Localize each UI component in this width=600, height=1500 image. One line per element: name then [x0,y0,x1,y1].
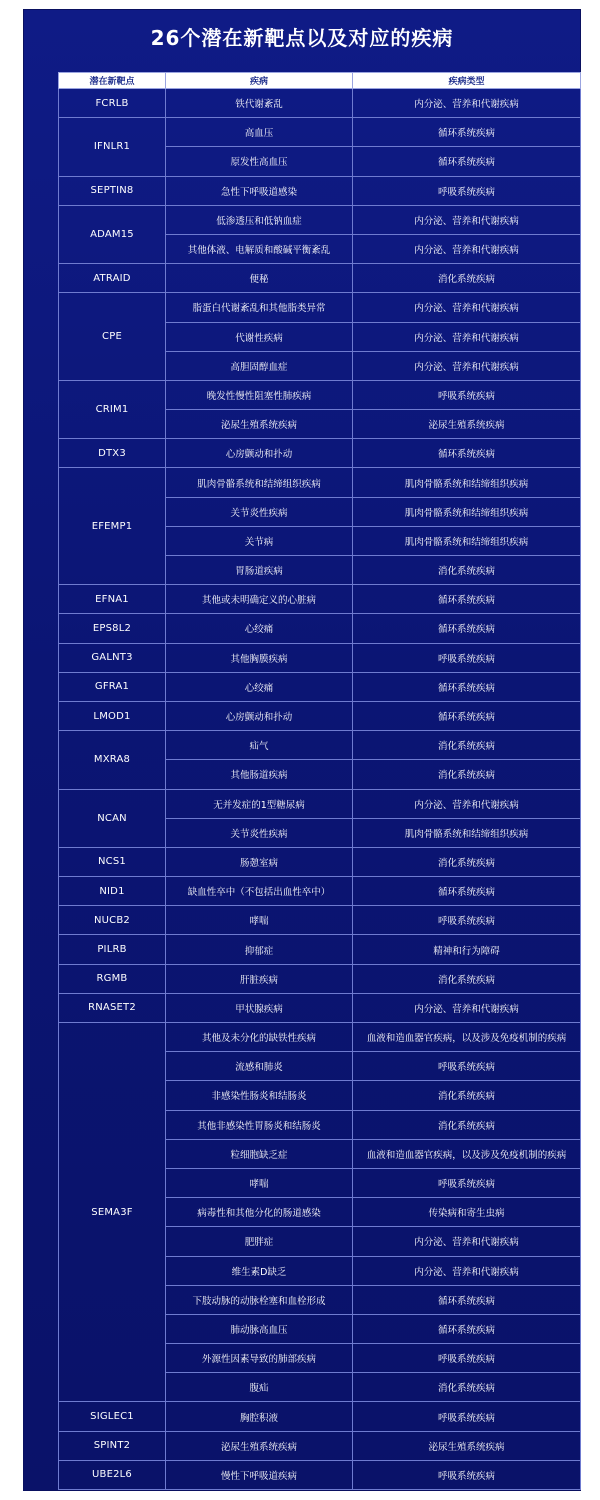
header-target: 潜在新靶点 [59,73,166,89]
disease-cell: 胸腔积液 [166,1402,353,1431]
table-row [59,1431,581,1460]
target-cell: FCRLB [59,89,166,118]
disease-cell: 其他胸膜疾病 [166,643,353,672]
disease-cell: 肌肉骨骼系统和结缔组织疾病 [166,468,353,497]
table-row [59,964,581,993]
target-cell: PILRB [59,935,166,964]
header-disease: 疾病 [166,73,353,89]
disease-type-cell: 循环系统疾病 [353,614,581,643]
table-row [59,205,581,234]
target-cell: SEPTIN8 [59,176,166,205]
disease-type-cell: 循环系统疾病 [353,147,581,176]
table-row [59,701,581,730]
header-disease-type: 疾病类型 [353,73,581,89]
table-row [59,993,581,1022]
target-cell: EPS8L2 [59,614,166,643]
disease-cell: 甲状腺疾病 [166,993,353,1022]
target-cell: NCS1 [59,847,166,876]
target-cell: CPE [59,293,166,381]
disease-type-cell: 内分泌、营养和代谢疾病 [353,205,581,234]
disease-type-cell: 消化系统疾病 [353,556,581,585]
table-row [59,468,581,497]
disease-type-cell: 呼吸系统疾病 [353,643,581,672]
disease-type-cell: 消化系统疾病 [353,1373,581,1402]
disease-type-cell: 内分泌、营养和代谢疾病 [353,1256,581,1285]
disease-cell: 非感染性肠炎和结肠炎 [166,1081,353,1110]
table-row [59,847,581,876]
disease-cell: 腹疝 [166,1373,353,1402]
disease-type-cell: 肌肉骨骼系统和结缔组织疾病 [353,497,581,526]
target-disease-table [58,72,581,1490]
disease-type-cell: 循环系统疾病 [353,1285,581,1314]
target-cell: NID1 [59,877,166,906]
disease-cell: 高胆固醇血症 [166,351,353,380]
target-cell: IFNLR1 [59,118,166,176]
disease-type-cell: 肌肉骨骼系统和结缔组织疾病 [353,526,581,555]
disease-cell: 低渗透压和低钠血症 [166,205,353,234]
table-row [59,789,581,818]
disease-cell: 原发性高血压 [166,147,353,176]
target-cell: NUCB2 [59,906,166,935]
target-cell: MXRA8 [59,731,166,789]
disease-cell: 关节炎性疾病 [166,818,353,847]
disease-cell: 代谢性疾病 [166,322,353,351]
disease-type-cell: 呼吸系统疾病 [353,176,581,205]
disease-type-cell: 呼吸系统疾病 [353,1344,581,1373]
target-cell: GFRA1 [59,672,166,701]
table-row [59,614,581,643]
target-cell: CRIM1 [59,380,166,438]
disease-type-cell: 消化系统疾病 [353,760,581,789]
header-row [59,73,581,89]
disease-cell: 维生素D缺乏 [166,1256,353,1285]
disease-cell: 哮喘 [166,1168,353,1197]
disease-cell: 便秘 [166,264,353,293]
disease-type-cell: 呼吸系统疾病 [353,380,581,409]
table-body [59,89,581,1490]
table-row [59,731,581,760]
disease-type-cell: 泌尿生殖系统疾病 [353,1431,581,1460]
disease-type-cell: 呼吸系统疾病 [353,1460,581,1489]
disease-cell: 病毒性和其他分化的肠道感染 [166,1198,353,1227]
disease-type-cell: 循环系统疾病 [353,672,581,701]
target-cell: ADAM15 [59,205,166,263]
target-cell: EFEMP1 [59,468,166,585]
disease-cell: 无并发症的1型糖尿病 [166,789,353,818]
disease-type-cell: 消化系统疾病 [353,264,581,293]
target-cell: SEMA3F [59,1023,166,1402]
table-row [59,1023,581,1052]
disease-cell: 抑郁症 [166,935,353,964]
target-cell: GALNT3 [59,643,166,672]
disease-cell: 肺动脉高血压 [166,1314,353,1343]
page-title: 26个潜在新靶点以及对应的疾病 [150,26,454,50]
disease-cell: 其他体液、电解质和酸碱平衡紊乱 [166,234,353,263]
disease-cell: 晚发性慢性阻塞性肺疾病 [166,380,353,409]
disease-cell: 其他及未分化的缺铁性疾病 [166,1023,353,1052]
disease-cell: 肠憩室病 [166,847,353,876]
table-row [59,439,581,468]
table-row [59,380,581,409]
disease-cell: 其他肠道疾病 [166,760,353,789]
disease-cell: 外源性因素导致的肺部疾病 [166,1344,353,1373]
target-cell: RNASET2 [59,993,166,1022]
disease-type-cell: 内分泌、营养和代谢疾病 [353,1227,581,1256]
disease-type-cell: 呼吸系统疾病 [353,1402,581,1431]
disease-type-cell: 循环系统疾病 [353,701,581,730]
target-cell: NCAN [59,789,166,847]
disease-type-cell: 内分泌、营养和代谢疾病 [353,789,581,818]
target-cell: LMOD1 [59,701,166,730]
disease-cell: 粒细胞缺乏症 [166,1139,353,1168]
table-row [59,293,581,322]
target-cell: EFNA1 [59,585,166,614]
table-header [59,73,581,89]
table-row [59,176,581,205]
disease-cell: 脂蛋白代谢紊乱和其他脂类异常 [166,293,353,322]
disease-type-cell: 消化系统疾病 [353,1110,581,1139]
disease-cell: 高血压 [166,118,353,147]
disease-type-cell: 循环系统疾病 [353,585,581,614]
table-row [59,1460,581,1489]
table-row [59,643,581,672]
disease-cell: 心房颤动和扑动 [166,701,353,730]
disease-cell: 其他非感染性胃肠炎和结肠炎 [166,1110,353,1139]
table-row [59,585,581,614]
disease-type-cell: 泌尿生殖系统疾病 [353,410,581,439]
disease-type-cell: 呼吸系统疾病 [353,1168,581,1197]
figure-card [24,10,580,1490]
disease-type-cell: 内分泌、营养和代谢疾病 [353,322,581,351]
target-cell: UBE2L6 [59,1460,166,1489]
table-row [59,89,581,118]
table-row [59,906,581,935]
disease-cell: 肝脏疾病 [166,964,353,993]
disease-type-cell: 血液和造血器官疾病，以及涉及免疫机制的疾病 [353,1139,581,1168]
target-cell: SPINT2 [59,1431,166,1460]
disease-cell: 慢性下呼吸道疾病 [166,1460,353,1489]
table-row [59,264,581,293]
disease-cell: 铁代谢紊乱 [166,89,353,118]
disease-cell: 心房颤动和扑动 [166,439,353,468]
disease-cell: 关节炎性疾病 [166,497,353,526]
disease-type-cell: 消化系统疾病 [353,731,581,760]
table-row [59,877,581,906]
disease-type-cell: 内分泌、营养和代谢疾病 [353,993,581,1022]
disease-type-cell: 呼吸系统疾病 [353,1052,581,1081]
disease-cell: 关节病 [166,526,353,555]
disease-type-cell: 血液和造血器官疾病，以及涉及免疫机制的疾病 [353,1023,581,1052]
disease-type-cell: 循环系统疾病 [353,118,581,147]
target-cell: DTX3 [59,439,166,468]
disease-type-cell: 传染病和寄生虫病 [353,1198,581,1227]
disease-type-cell: 循环系统疾病 [353,1314,581,1343]
disease-cell: 泌尿生殖系统疾病 [166,410,353,439]
table-row [59,672,581,701]
disease-cell: 胃肠道疾病 [166,556,353,585]
disease-cell: 肥胖症 [166,1227,353,1256]
disease-cell: 缺血性卒中（不包括出血性卒中） [166,877,353,906]
disease-type-cell: 消化系统疾病 [353,964,581,993]
disease-cell: 其他或未明确定义的心脏病 [166,585,353,614]
disease-type-cell: 呼吸系统疾病 [353,906,581,935]
disease-type-cell: 循环系统疾病 [353,877,581,906]
disease-cell: 疝气 [166,731,353,760]
target-cell: RGMB [59,964,166,993]
disease-type-cell: 精神和行为障碍 [353,935,581,964]
disease-cell: 急性下呼吸道感染 [166,176,353,205]
disease-type-cell: 肌肉骨骼系统和结缔组织疾病 [353,818,581,847]
table-row [59,1402,581,1431]
table-row [59,935,581,964]
disease-type-cell: 内分泌、营养和代谢疾病 [353,351,581,380]
disease-cell: 下肢动脉的动脉栓塞和血栓形成 [166,1285,353,1314]
disease-type-cell: 消化系统疾病 [353,847,581,876]
table-row [59,118,581,147]
disease-cell: 心绞痛 [166,614,353,643]
disease-type-cell: 肌肉骨骼系统和结缔组织疾病 [353,468,581,497]
target-cell: SIGLEC1 [59,1402,166,1431]
disease-cell: 流感和肺炎 [166,1052,353,1081]
disease-type-cell: 内分泌、营养和代谢疾病 [353,293,581,322]
disease-cell: 哮喘 [166,906,353,935]
disease-type-cell: 内分泌、营养和代谢疾病 [353,234,581,263]
disease-cell: 心绞痛 [166,672,353,701]
disease-type-cell: 内分泌、营养和代谢疾病 [353,89,581,118]
disease-type-cell: 循环系统疾病 [353,439,581,468]
disease-type-cell: 消化系统疾病 [353,1081,581,1110]
disease-cell: 泌尿生殖系统疾病 [166,1431,353,1460]
target-cell: ATRAID [59,264,166,293]
